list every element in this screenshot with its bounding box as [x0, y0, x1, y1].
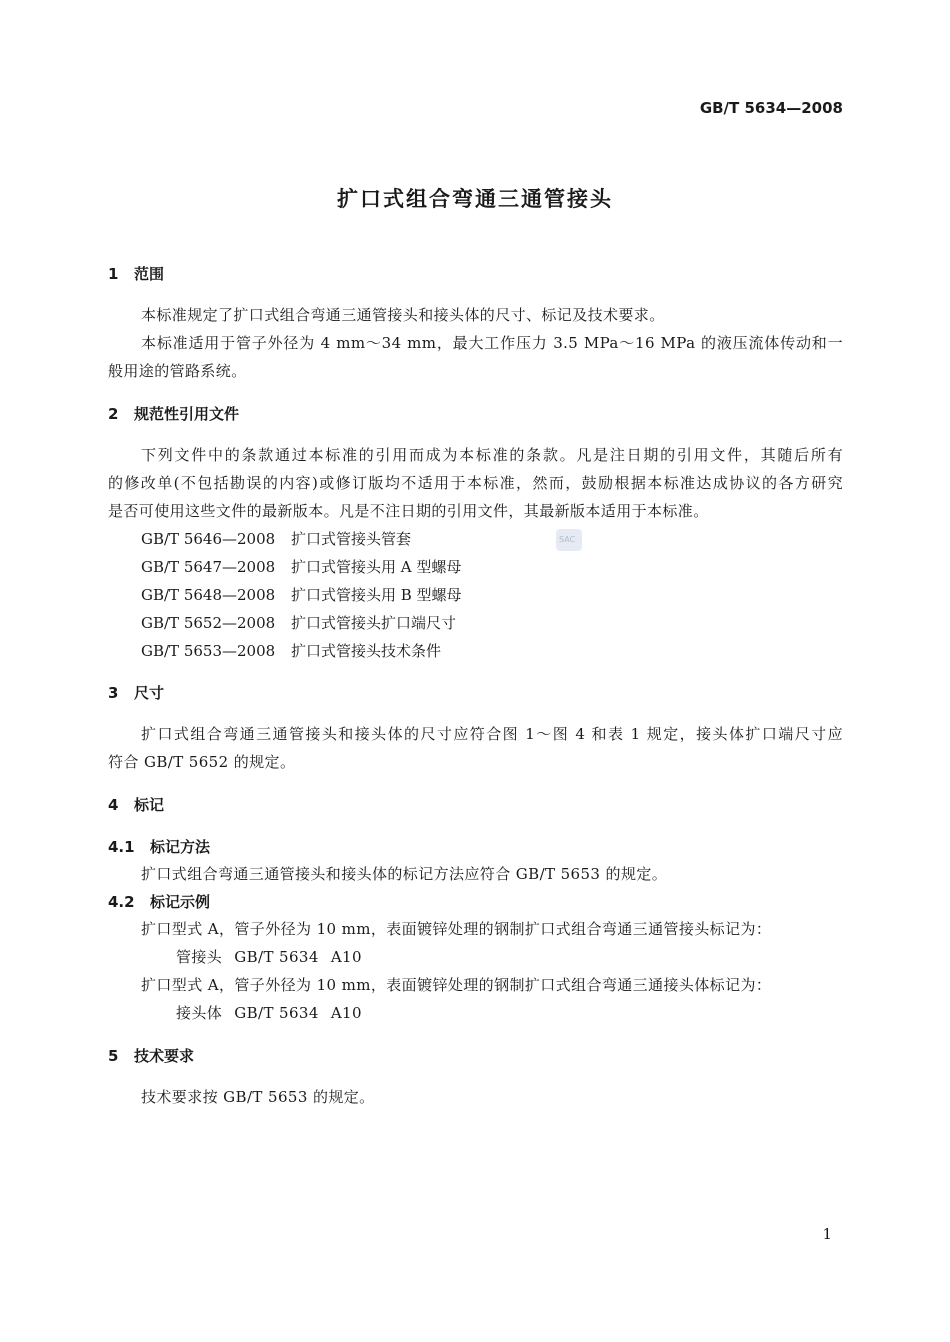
section-number: 1	[108, 265, 119, 283]
reference-code: GB/T 5648—2008	[141, 586, 276, 604]
marking-name: 管接头	[176, 948, 223, 966]
marking-name: 接头体	[176, 1004, 223, 1022]
reference-code: GB/T 5652—2008	[141, 614, 276, 632]
section-4-heading	[108, 794, 164, 815]
section-5-heading	[108, 1045, 194, 1066]
section-title: 技术要求	[134, 1047, 195, 1065]
page-number: 1	[822, 1225, 832, 1243]
paragraph: 扩口式组合弯通三通管接头和接头体的标记方法应符合 GB/T 5653 的规定。	[141, 865, 668, 883]
reference-item	[141, 556, 461, 577]
document-title: 扩口式组合弯通三通管接头	[337, 187, 613, 211]
reference-title: 扩口式管接头管套	[291, 530, 412, 548]
section-3-heading	[108, 682, 164, 703]
paragraph: 扩口型式 A，管子外径为 10 mm，表面镀锌处理的钢制扩口式组合弯通三通管接头标记为：	[141, 920, 772, 938]
paragraph: 的修改单(不包括勘误的内容)或修订版均不适用于本标准，然而，鼓励根据本标准达成协议的各方研究	[108, 474, 843, 492]
reference-title: 扩口式管接头用 A 型螺母	[291, 558, 462, 576]
reference-title: 扩口式管接头技术条件	[291, 642, 442, 660]
reference-code: GB/T 5646—2008	[141, 530, 276, 548]
paragraph: 本标准规定了扩口式组合弯通三通管接头和接头体的尺寸、标记及技术要求。	[141, 306, 665, 324]
paragraph: 符合 GB/T 5652 的规定。	[108, 753, 296, 771]
section-number: 4.1	[108, 838, 135, 856]
reference-code: GB/T 5653—2008	[141, 642, 276, 660]
section-title: 标记方法	[150, 838, 211, 856]
reference-code: GB/T 5647—2008	[141, 558, 276, 576]
section-title: 范围	[134, 265, 165, 283]
reference-item	[141, 640, 441, 661]
section-title: 规范性引用文件	[134, 405, 240, 423]
section-number: 5	[108, 1047, 119, 1065]
section-title: 标记	[134, 796, 165, 814]
marking-type: A10	[330, 1004, 362, 1022]
paragraph: 下列文件中的条款通过本标准的引用而成为本标准的条款。凡是注日期的引用文件，其随后所有	[141, 446, 843, 464]
section-4-2-heading	[108, 891, 210, 912]
marking-example	[176, 1002, 362, 1023]
marking-type: A10	[330, 948, 362, 966]
section-number: 4.2	[108, 893, 135, 911]
reference-item	[141, 528, 411, 549]
marking-example	[176, 946, 362, 967]
paragraph: 扩口式组合弯通三通管接头和接头体的尺寸应符合图 1～图 4 和表 1 规定，接头体扩口端尺寸应	[141, 725, 843, 743]
section-4-1-heading	[108, 836, 210, 857]
section-2-heading	[108, 403, 239, 424]
paragraph: 技术要求按 GB/T 5653 的规定。	[141, 1088, 375, 1106]
paragraph: 是否可使用这些文件的最新版本。凡是不注日期的引用文件，其最新版本适用于本标准。	[108, 502, 709, 520]
section-title: 尺寸	[134, 684, 165, 702]
marking-code: GB/T 5634	[234, 1004, 319, 1022]
paragraph: 般用途的管路系统。	[108, 362, 247, 380]
paragraph: 本标准适用于管子外径为 4 mm～34 mm，最大工作压力 3.5 MPa～16 MPa 的液压流体传动和一	[141, 334, 843, 352]
section-title: 标记示例	[150, 893, 211, 911]
standard-number: GB/T 5634—2008	[699, 99, 843, 117]
reference-item	[141, 584, 462, 605]
marking-code: GB/T 5634	[234, 948, 319, 966]
watermark-text: SAC	[559, 535, 576, 544]
sac-watermark	[556, 529, 582, 551]
section-number: 2	[108, 405, 119, 423]
section-number: 4	[108, 796, 119, 814]
section-1-heading	[108, 263, 164, 284]
paragraph: 扩口型式 A，管子外径为 10 mm，表面镀锌处理的钢制扩口式组合弯通三通接头体标记为：	[141, 976, 772, 994]
section-number: 3	[108, 684, 119, 702]
reference-title: 扩口式管接头用 B 型螺母	[291, 586, 462, 604]
reference-item	[141, 612, 456, 633]
reference-title: 扩口式管接头扩口端尺寸	[291, 614, 457, 632]
